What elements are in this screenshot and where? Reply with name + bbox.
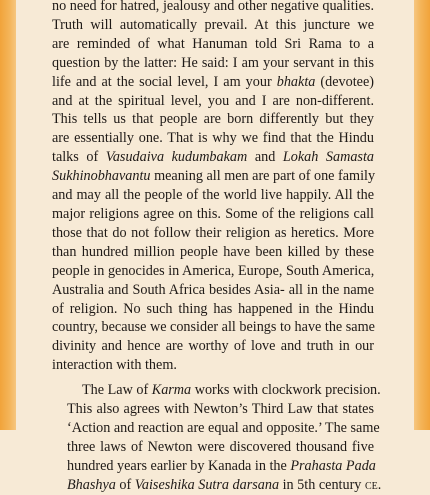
text-line: than hundred million people have been killed by these bbox=[52, 243, 374, 260]
left-border-decoration bbox=[0, 0, 16, 430]
text-line: Australia and South Africa besides Asia- all in the name bbox=[52, 281, 374, 298]
italic-term: Prahasta Pada bbox=[290, 457, 376, 474]
text-line: are essentially one. That is why we find that the Hindu bbox=[52, 130, 374, 147]
text-line: interaction with them. bbox=[52, 357, 177, 374]
italic-term: Vasudaiva kudumbakam bbox=[105, 149, 248, 166]
italic-term: Karma bbox=[151, 382, 192, 399]
text-line: divinity and hence are worthy of love and truth in our bbox=[52, 338, 374, 355]
text-line: Sukhinobhavantu meaning all men are part of one family bbox=[52, 168, 376, 185]
body-text bbox=[52, 0, 382, 495]
text-line: are reminded of what Hanuman told Sri Rama to a bbox=[52, 35, 374, 52]
italic-term: Bhashya bbox=[67, 476, 116, 493]
italic-term: bhakta bbox=[276, 73, 316, 90]
text-line: major religions agree on this. Some of the religions call bbox=[52, 205, 374, 222]
text-line: The Law of Karma works with clockwork precision. bbox=[82, 382, 381, 399]
text-line: those that do not follow their religion as heretics. More bbox=[52, 224, 374, 241]
text-line: three laws of Newton were discovered thousand five bbox=[67, 438, 374, 455]
italic-term: Lokah Samasta bbox=[282, 149, 374, 166]
text-line: and at the spiritual level, you and I are non-different. bbox=[52, 92, 374, 109]
text-line: This tells us that people are born differently but they bbox=[52, 111, 374, 128]
text-line: and may all the people of the world live happily. All the bbox=[52, 187, 374, 204]
text-line: Bhashya of Vaiseshika Sutra darsana in 5th century ce. bbox=[67, 476, 382, 493]
italic-term: Sukhinobhavantu bbox=[52, 168, 151, 185]
text-line: of religion. No such thing has happened in the Hindu bbox=[52, 300, 374, 317]
text-line: This also agrees with Newton’s Third Law that states bbox=[67, 401, 374, 418]
text-line: question by the latter: He said: I am your servant in this bbox=[52, 54, 374, 71]
text-line: people in genocides in America, Europe, South America, bbox=[52, 262, 375, 279]
era-abbreviation: ce bbox=[364, 476, 378, 493]
text-line: hundred years earlier by Kanada in the Prahasta Pada bbox=[67, 457, 376, 474]
paragraph bbox=[52, 0, 374, 375]
text-line: ‘Action and reaction are equal and opposite.’ The same bbox=[67, 419, 380, 436]
right-border-decoration bbox=[414, 0, 430, 430]
italic-term: Vaiseshika Sutra darsana bbox=[134, 476, 280, 493]
text-line: life and at the social level, I am your bhakta (devotee) bbox=[52, 73, 374, 90]
text-line: country, because we consider all beings to have the same bbox=[52, 319, 375, 336]
paragraph bbox=[52, 381, 382, 494]
text-line: talks of Vasudaiva kudumbakam and Lokah Samasta bbox=[52, 149, 374, 166]
text-line: Truth will automatically prevail. At this juncture we bbox=[52, 16, 374, 33]
text-line: no need for hatred, jealousy and other negative qualities. bbox=[52, 0, 374, 14]
